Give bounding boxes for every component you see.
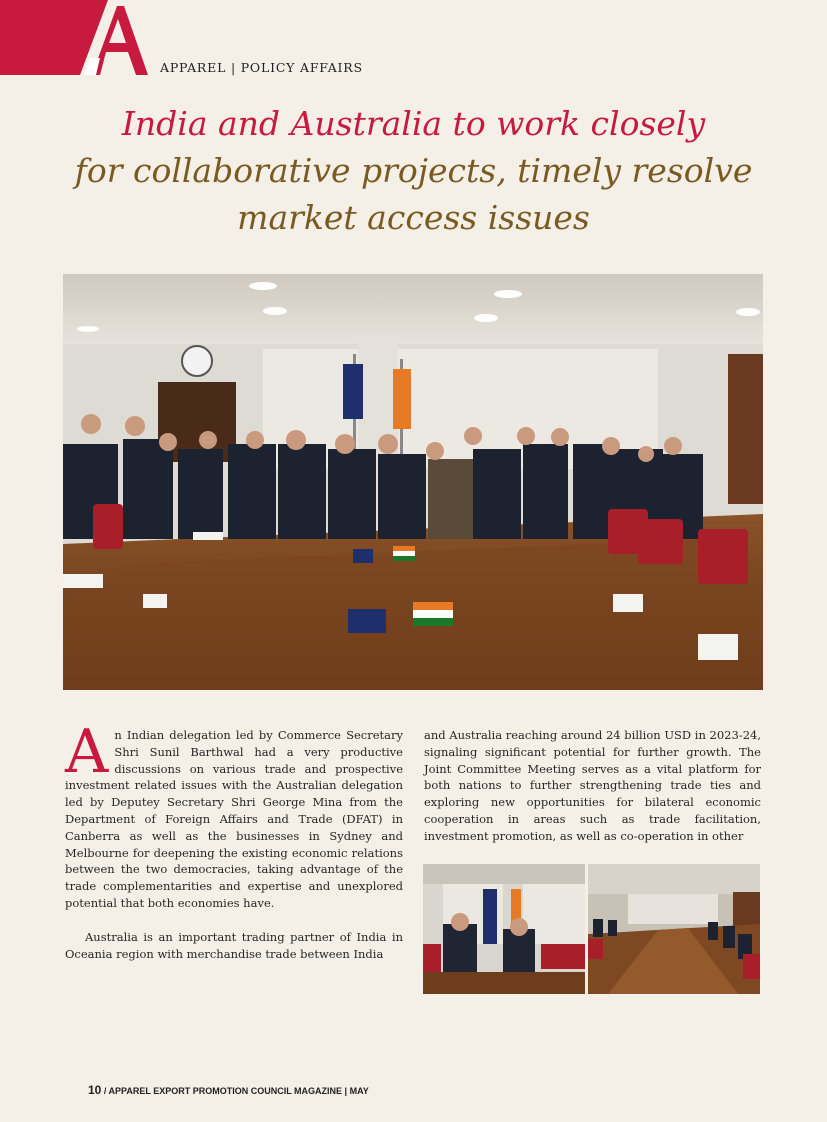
drop-cap: A xyxy=(65,717,109,787)
footer-publication: / APPAREL EXPORT PROMOTION COUNCIL MAGAZINE | MAY xyxy=(103,1086,369,1096)
article-column-right xyxy=(424,727,761,845)
delegation-group-photo xyxy=(63,274,763,690)
page-footer xyxy=(88,1083,369,1097)
article-title xyxy=(60,100,767,241)
page-number: 10 xyxy=(88,1083,102,1097)
title-line-1: India and Australia to work closely xyxy=(121,104,706,143)
article-paragraph-2: Australia is an important trading partner of India in Oceania region with merchandise trade between India xyxy=(65,929,403,961)
title-line-3: market access issues xyxy=(237,198,590,237)
magazine-logo xyxy=(0,0,149,75)
title-line-2: for collaborative projects, timely resolve xyxy=(74,151,753,190)
article-column-left xyxy=(65,717,403,962)
handshake-photo xyxy=(423,864,585,994)
article-paragraph-3: and Australia reaching around 24 billion USD in 2023-24, signaling significant potential for further growth. The Joint Committee Meeting serves as a vital platform for both nations to further strengthening trade ties and exploring new opportunities for bilateral economic cooperation in areas such as trade facilitation, investment promotion, as well as co-operation in other xyxy=(424,728,761,843)
meeting-table-photo xyxy=(588,864,760,994)
article-paragraph-1: An Indian delegation led by Commerce Secretary Shri Sunil Barthwal had a very productive discussions on various trade and prospective investment related issues with the Australian delegation led by Deputey Secretary Shri George Mina from the Department of Foreign Affairs and Trade (DFAT) in Canberra as well as the businesses in Sydney and Melbourne for deepening the existing economic relations between the two democracies, taking advantage of the trade complementarities and expertise and unexplored potential that both economies have. xyxy=(65,717,403,910)
section-label: APPAREL | POLICY AFFAIRS xyxy=(160,60,363,75)
